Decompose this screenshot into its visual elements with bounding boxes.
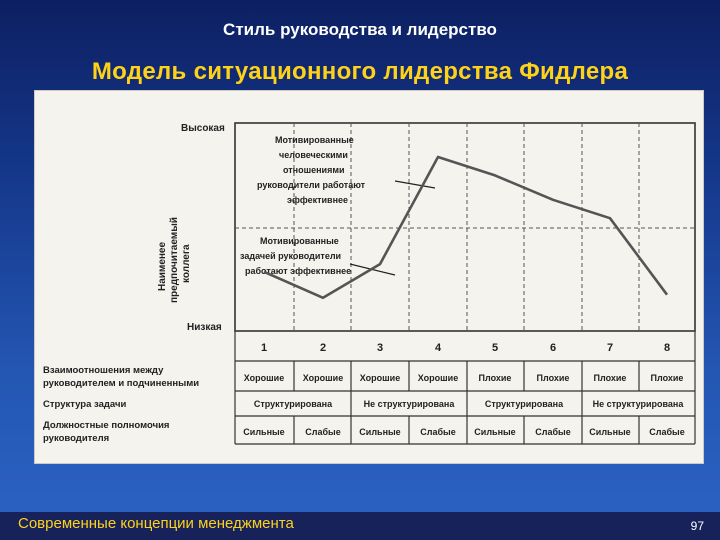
y-axis-title-line-2: предпочитаемый [169, 217, 180, 303]
power-cell: Слабые [420, 427, 456, 437]
structure-cell: Не структурирована [363, 399, 455, 409]
structure-cell: Не структурирована [592, 399, 684, 409]
annotation-upper-line-5: эффективнее [287, 195, 349, 205]
annotation-upper-line-2: человеческими [279, 150, 348, 160]
situation-number: 5 [491, 342, 499, 354]
structure-cell: Структурирована [253, 399, 333, 409]
row-label-relations-line-2: руководителем и подчиненными [43, 378, 200, 389]
annotation-upper-pointer [395, 181, 435, 188]
main-title: Модель ситуационного лидерства Фидлера [91, 58, 629, 85]
relations-cell: Плохие [650, 373, 684, 383]
y-axis-title-line-3: коллега [181, 244, 192, 283]
annotation-lower-line-2: задачей руководители [240, 251, 342, 261]
situation-number: 1 [260, 342, 268, 354]
row-label-structure: Структура задачи [43, 399, 127, 410]
situation-number: 4 [434, 342, 442, 354]
annotation-relations-motivated [257, 135, 366, 205]
situation-numbers [261, 342, 670, 354]
relations-cell: Хорошие [359, 373, 401, 383]
relations-cell: Плохие [593, 373, 627, 383]
fiedler-diagram [35, 91, 703, 463]
power-cell: Слабые [649, 427, 685, 437]
page-number: 97 [690, 519, 704, 533]
power-row [243, 427, 684, 437]
slide-title: Стиль руководства и лидерство [223, 20, 497, 39]
relations-cell: Хорошие [243, 373, 285, 383]
relations-cell: Хорошие [417, 373, 459, 383]
fiedler-model-figure [34, 90, 704, 464]
effectiveness-curve [264, 157, 667, 298]
situation-number: 2 [319, 342, 327, 354]
annotation-lower-line-1: Мотивированные [260, 236, 339, 246]
y-axis-title [157, 217, 192, 303]
power-cell: Слабые [535, 427, 571, 437]
situation-number: 6 [549, 342, 557, 354]
situation-number: 8 [663, 342, 671, 354]
row-label-relations-line-1: Взаимоотношения между [43, 365, 164, 376]
power-cell: Сильные [243, 427, 285, 437]
relations-cell: Плохие [536, 373, 570, 383]
row-label-power-line-1: Должностные полномочия [43, 420, 170, 431]
row-label-power-line-2: руководителя [43, 433, 110, 444]
power-cell: Сильные [474, 427, 516, 437]
footer-title: Современные концепции менеджмента [18, 515, 294, 532]
annotation-lower-line-3: работают эффективнее [245, 266, 352, 276]
annotation-task-motivated [240, 236, 351, 276]
structure-row [254, 399, 684, 409]
y-high-label: Высокая [181, 123, 225, 134]
structure-cell: Структурирована [484, 399, 564, 409]
relations-row [244, 373, 684, 383]
situation-number: 7 [606, 342, 614, 354]
power-cell: Сильные [359, 427, 401, 437]
y-axis-title-line-1: Наименее [157, 241, 168, 291]
y-low-label: Низкая [187, 322, 222, 333]
annotation-upper-line-4: руководители работают [257, 180, 366, 190]
relations-cell: Хорошие [302, 373, 344, 383]
power-cell: Сильные [589, 427, 631, 437]
relations-cell: Плохие [478, 373, 512, 383]
annotation-upper-line-1: Мотивированные [275, 135, 354, 145]
annotation-upper-line-3: отношениями [283, 165, 345, 175]
situation-number: 3 [376, 342, 384, 354]
power-cell: Слабые [305, 427, 341, 437]
